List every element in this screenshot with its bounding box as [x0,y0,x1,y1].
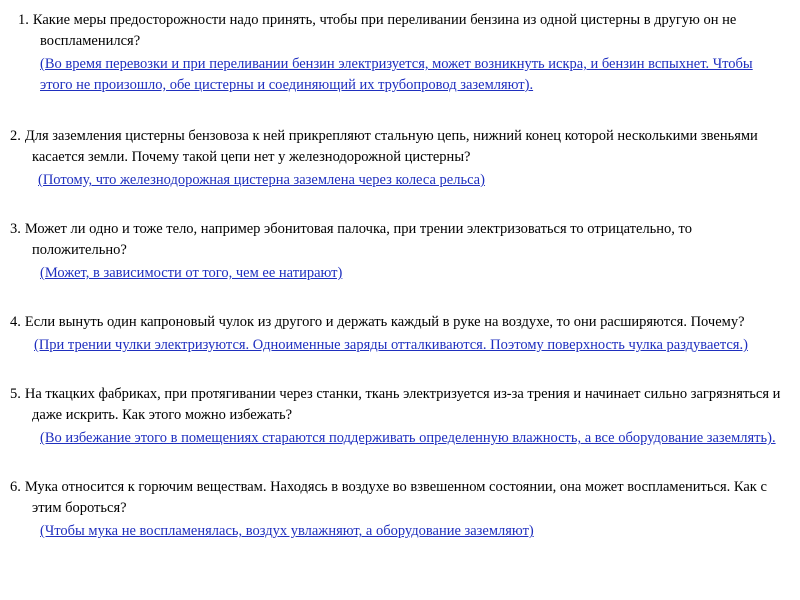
question-body-2: Для заземления цистерны бензовоза к ней прикрепляют стальную цепь, нижний конец которой несколькими звеньями касается земли. Почему такой цепи нет у железнодорожной цистерны? [24,128,758,166]
block-spacer-3 [10,300,782,312]
question-number-1: 1. [18,12,29,28]
answer-text-1: (Во время перевозки и при переливании бензин электризуется, может возникнуть искра, и бензин вспыхнет. Чтобы этого не произошло, обе цистерны и соединяющий их трубопровод заземляют). [40,56,753,94]
question-body-6: Мука относится к горючим веществам. Находясь в воздухе во взвешенном состоянии, она может воспламениться. Как с этим бороться? [24,479,767,517]
block-spacer-4 [10,372,782,384]
question-body-1: Какие меры предосторожности надо принять, чтобы при переливании бензина из одной цистерны в другую он не воспламенился? [32,12,737,50]
question-body-3: Может ли одно и тоже тело, например эбонитовая палочка, при трении электризоваться то отрицательно, то положительно? [24,221,692,259]
question-body-4: Если вынуть один капроновый чулок из другого и держать каждый в руке на воздухе, то они расширяются. Почему? [24,314,745,331]
answer-text-5: (Во избежание этого в помещениях стараются поддерживать определенную влажность, а все оборудование заземлять). [40,430,776,447]
block-spacer-1 [10,112,782,126]
block-spacer-5 [10,465,782,477]
question-text-3 [10,219,782,261]
question-text-5 [10,384,782,426]
question-number-5: 5. [10,386,21,403]
qa-block-4 [10,312,782,356]
qa-block-5 [10,384,782,449]
answer-text-6: (Чтобы мука не воспламенялась, воздух увлажняют, а оборудование заземляют) [40,523,534,540]
question-text-4 [10,312,782,333]
block-spacer-2 [10,207,782,219]
qa-block-1 [10,10,782,96]
answer-text-4: (При трении чулки электризуются. Одноименные заряды отталкиваются. Поэтому поверхность чулка раздувается.) [34,337,748,354]
question-number-3: 3. [10,221,21,238]
question-text-2 [10,126,782,168]
answer-text-2: (Потому, что железнодорожная цистерна заземлена через колеса рельса) [38,172,485,189]
qa-block-2 [10,126,782,191]
question-text-1 [10,10,782,52]
question-number-6: 6. [10,479,21,496]
question-number-4: 4. [10,314,21,331]
question-text-6 [10,477,782,519]
qa-block-3 [10,219,782,284]
question-body-5: На ткацких фабриках, при протягивании через станки, ткань электризуется из-за трения и начинает сильно загрязняться и даже искрить. Как этого можно избежать? [24,386,781,424]
answer-text-3: (Может, в зависимости от того, чем ее натирают) [40,265,343,282]
qa-block-6 [10,477,782,542]
question-number-2: 2. [10,128,21,145]
